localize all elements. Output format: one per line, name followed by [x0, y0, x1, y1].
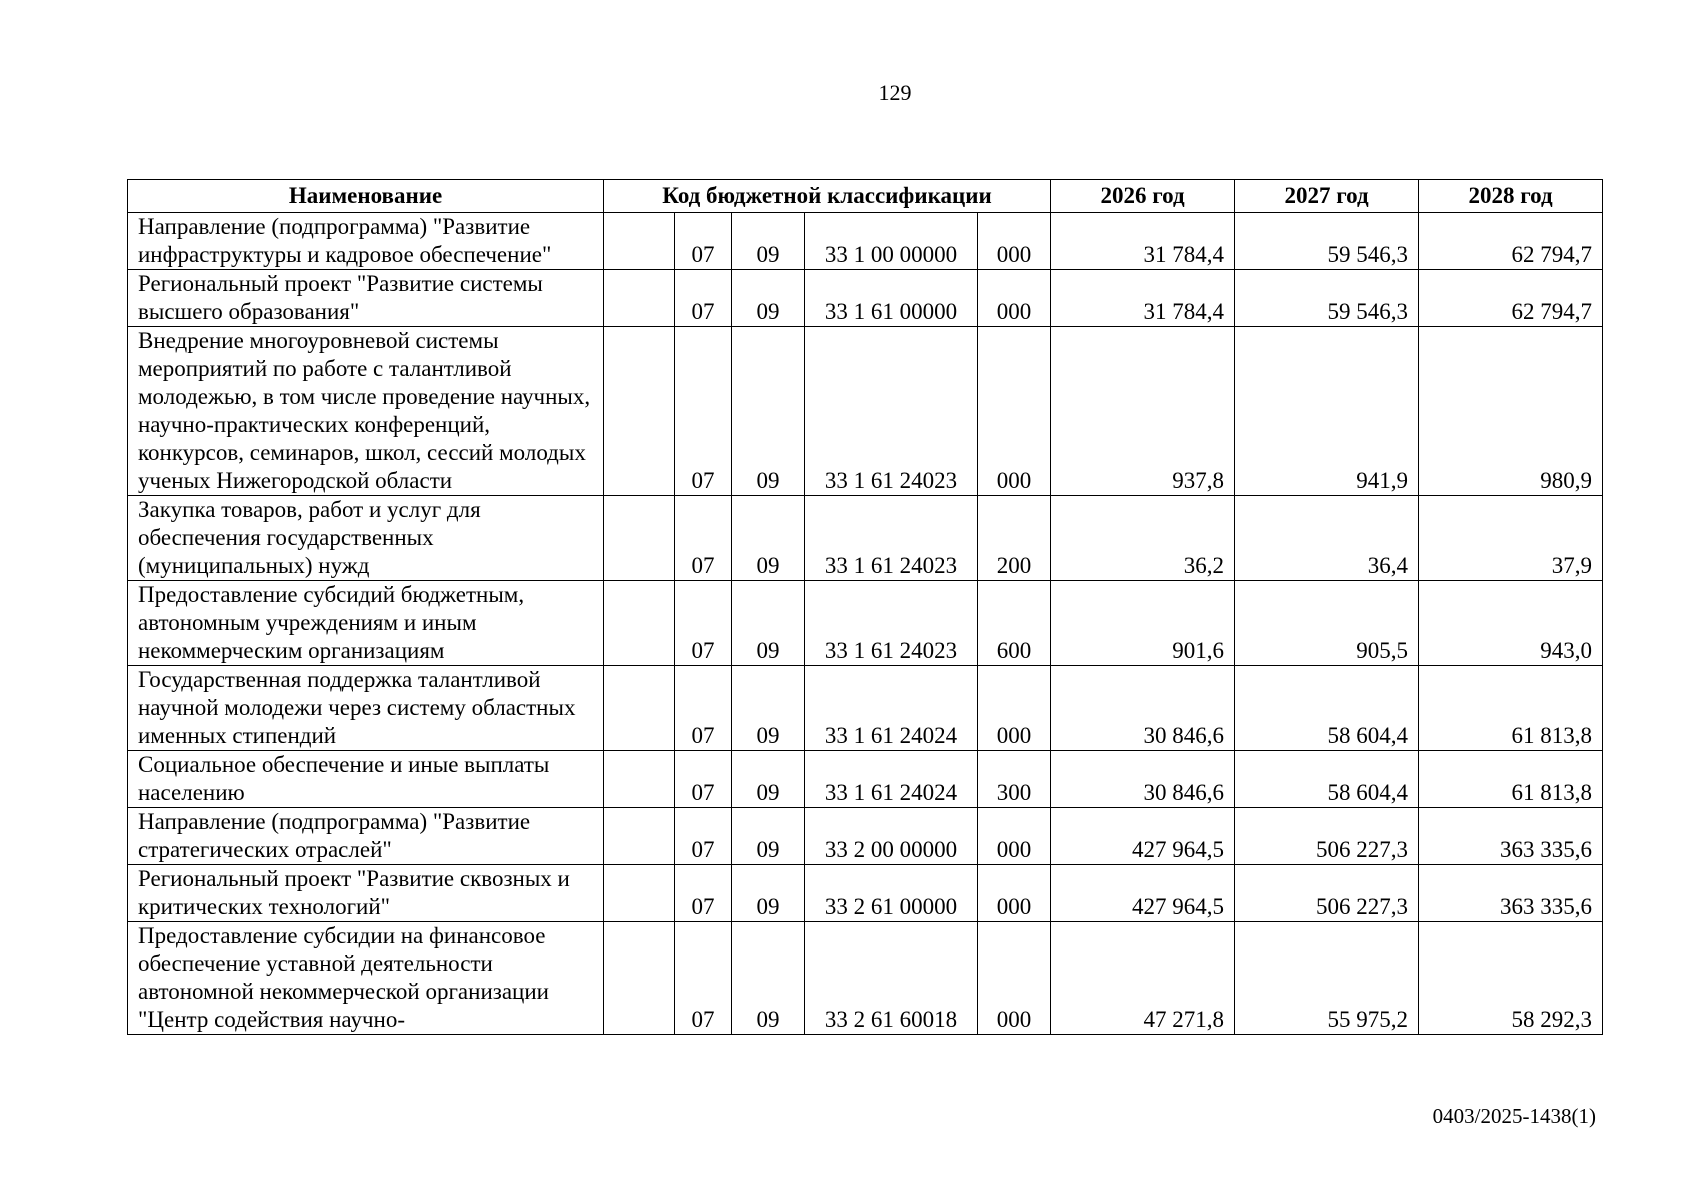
row-name: Направление (подпрограмма) "Развитие стратегических отраслей" [128, 808, 604, 865]
row-blank-cell [604, 751, 675, 808]
row-section-code: 07 [675, 865, 732, 922]
row-value-2026: 31 784,4 [1051, 270, 1235, 327]
header-2027: 2027 год [1235, 180, 1419, 213]
table-header-row [128, 180, 1603, 213]
row-value-2027: 941,9 [1235, 327, 1419, 496]
row-value-2027: 58 604,4 [1235, 751, 1419, 808]
table-row [128, 213, 1603, 270]
table-row [128, 581, 1603, 666]
row-value-2028: 61 813,8 [1419, 751, 1603, 808]
row-value-2026: 31 784,4 [1051, 213, 1235, 270]
row-expense-type-code: 000 [978, 213, 1051, 270]
row-value-2028: 943,0 [1419, 581, 1603, 666]
row-target-article-code: 33 1 61 24024 [805, 751, 978, 808]
row-value-2027: 55 975,2 [1235, 922, 1419, 1035]
table-row [128, 865, 1603, 922]
table-row [128, 496, 1603, 581]
row-section-code: 07 [675, 581, 732, 666]
table-row [128, 666, 1603, 751]
row-value-2028: 58 292,3 [1419, 922, 1603, 1035]
row-blank-cell [604, 666, 675, 751]
page-number: 129 [878, 80, 912, 105]
row-blank-cell [604, 496, 675, 581]
row-value-2027: 36,4 [1235, 496, 1419, 581]
row-name: Закупка товаров, работ и услуг для обеспечения государственных (муниципальных) нужд [128, 496, 604, 581]
row-blank-cell [604, 922, 675, 1035]
row-expense-type-code: 000 [978, 865, 1051, 922]
row-blank-cell [604, 581, 675, 666]
row-blank-cell [604, 865, 675, 922]
row-subsection-code: 09 [732, 808, 805, 865]
row-target-article-code: 33 1 61 24023 [805, 327, 978, 496]
header-name: Наименование [128, 180, 604, 213]
row-name: Региональный проект "Развитие системы высшего образования" [128, 270, 604, 327]
row-value-2028: 61 813,8 [1419, 666, 1603, 751]
row-target-article-code: 33 1 61 24023 [805, 496, 978, 581]
row-value-2028: 363 335,6 [1419, 865, 1603, 922]
row-subsection-code: 09 [732, 922, 805, 1035]
row-target-article-code: 33 1 61 00000 [805, 270, 978, 327]
row-expense-type-code: 200 [978, 496, 1051, 581]
budget-table [127, 179, 1603, 1035]
table-row [128, 327, 1603, 496]
row-section-code: 07 [675, 496, 732, 581]
row-value-2028: 37,9 [1419, 496, 1603, 581]
row-expense-type-code: 000 [978, 808, 1051, 865]
row-target-article-code: 33 2 00 00000 [805, 808, 978, 865]
row-expense-type-code: 000 [978, 922, 1051, 1035]
row-subsection-code: 09 [732, 270, 805, 327]
row-name: Внедрение многоуровневой системы мероприятий по работе с талантливой молодежью, в том числе проведение научных, научно-практических конференций, конкурсов, семинаров, школ, сессий молодых ученых Нижегородской области [128, 327, 604, 496]
row-blank-cell [604, 270, 675, 327]
row-target-article-code: 33 2 61 60018 [805, 922, 978, 1035]
row-value-2027: 506 227,3 [1235, 865, 1419, 922]
row-subsection-code: 09 [732, 751, 805, 808]
table-row [128, 751, 1603, 808]
row-value-2027: 59 546,3 [1235, 213, 1419, 270]
row-name: Предоставление субсидий бюджетным, автономным учреждениям и иным некоммерческим организациям [128, 581, 604, 666]
row-value-2026: 30 846,6 [1051, 751, 1235, 808]
document-code: 0403/2025-1438(1) [1432, 1104, 1596, 1128]
row-target-article-code: 33 1 61 24023 [805, 581, 978, 666]
row-section-code: 07 [675, 213, 732, 270]
row-expense-type-code: 300 [978, 751, 1051, 808]
header-2026: 2026 год [1051, 180, 1235, 213]
row-value-2026: 30 846,6 [1051, 666, 1235, 751]
row-name: Региональный проект "Развитие сквозных и критических технологий" [128, 865, 604, 922]
table-row [128, 922, 1603, 1035]
row-name: Социальное обеспечение и иные выплаты населению [128, 751, 604, 808]
row-value-2026: 427 964,5 [1051, 865, 1235, 922]
table-row [128, 808, 1603, 865]
row-value-2028: 980,9 [1419, 327, 1603, 496]
row-value-2027: 905,5 [1235, 581, 1419, 666]
row-value-2026: 937,8 [1051, 327, 1235, 496]
row-section-code: 07 [675, 270, 732, 327]
row-section-code: 07 [675, 808, 732, 865]
row-name: Государственная поддержка талантливой научной молодежи через систему областных именных стипендий [128, 666, 604, 751]
row-subsection-code: 09 [732, 496, 805, 581]
row-value-2028: 62 794,7 [1419, 270, 1603, 327]
row-value-2026: 47 271,8 [1051, 922, 1235, 1035]
row-value-2027: 506 227,3 [1235, 808, 1419, 865]
row-target-article-code: 33 1 00 00000 [805, 213, 978, 270]
row-blank-cell [604, 213, 675, 270]
header-2028: 2028 год [1419, 180, 1603, 213]
row-value-2027: 59 546,3 [1235, 270, 1419, 327]
header-budget-code: Код бюджетной классификации [604, 180, 1051, 213]
row-expense-type-code: 000 [978, 666, 1051, 751]
row-blank-cell [604, 808, 675, 865]
row-expense-type-code: 000 [978, 270, 1051, 327]
row-name: Предоставление субсидии на финансовое обеспечение уставной деятельности автономной некоммерческой организации "Центр содействия научно- [128, 922, 604, 1035]
row-value-2027: 58 604,4 [1235, 666, 1419, 751]
row-value-2028: 62 794,7 [1419, 213, 1603, 270]
row-subsection-code: 09 [732, 581, 805, 666]
row-subsection-code: 09 [732, 666, 805, 751]
row-value-2026: 36,2 [1051, 496, 1235, 581]
row-value-2026: 901,6 [1051, 581, 1235, 666]
row-expense-type-code: 000 [978, 327, 1051, 496]
row-blank-cell [604, 327, 675, 496]
row-subsection-code: 09 [732, 213, 805, 270]
row-value-2026: 427 964,5 [1051, 808, 1235, 865]
row-expense-type-code: 600 [978, 581, 1051, 666]
row-section-code: 07 [675, 922, 732, 1035]
row-name: Направление (подпрограмма) "Развитие инфраструктуры и кадровое обеспечение" [128, 213, 604, 270]
row-section-code: 07 [675, 751, 732, 808]
row-value-2028: 363 335,6 [1419, 808, 1603, 865]
row-section-code: 07 [675, 327, 732, 496]
table-row [128, 270, 1603, 327]
row-subsection-code: 09 [732, 327, 805, 496]
row-target-article-code: 33 1 61 24024 [805, 666, 978, 751]
row-subsection-code: 09 [732, 865, 805, 922]
row-target-article-code: 33 2 61 00000 [805, 865, 978, 922]
row-section-code: 07 [675, 666, 732, 751]
